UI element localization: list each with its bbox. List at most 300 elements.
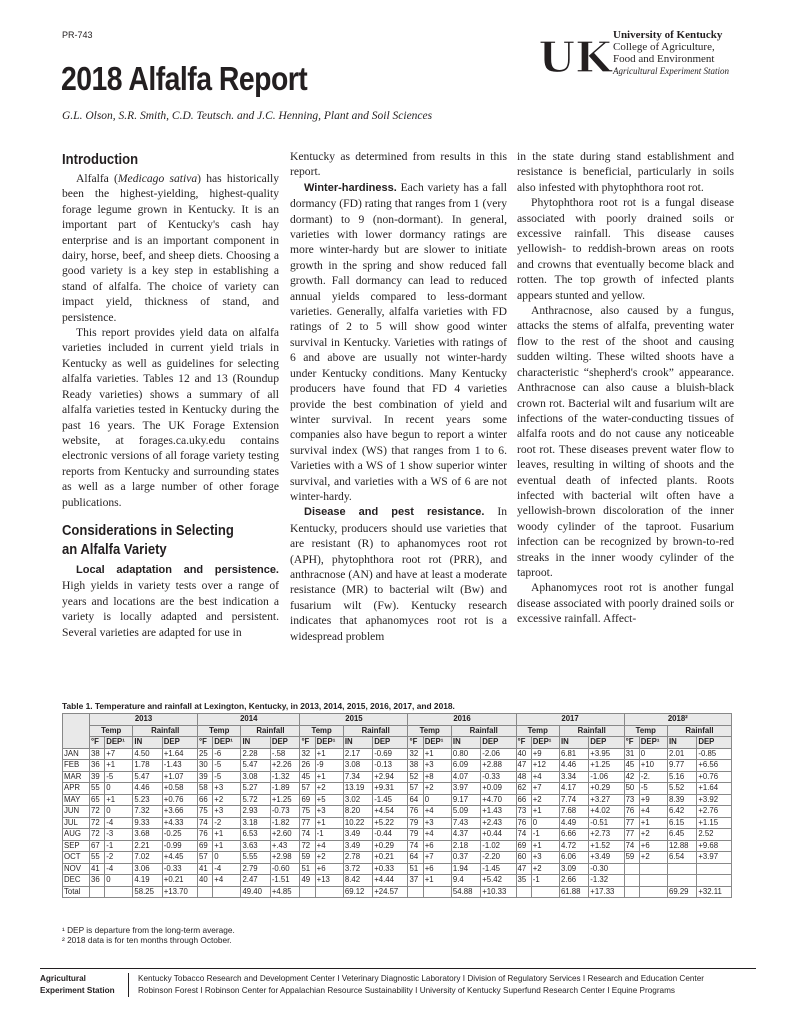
table-row	[63, 863, 732, 875]
footnote-1: ¹ DEP is departure from the long-term average.	[62, 925, 235, 935]
table-cell: 9.33	[133, 817, 162, 829]
table-cell: -5	[105, 771, 133, 783]
table-cell: 49	[300, 875, 315, 887]
table-cell: +4.70	[481, 794, 516, 806]
table-cell: +4	[315, 840, 343, 852]
table-cell: +3	[213, 783, 241, 795]
table-cell: 2.47	[241, 875, 270, 887]
table-cell: +2	[639, 852, 667, 864]
table-cell: 5.16	[668, 771, 697, 783]
table-row	[63, 760, 732, 772]
row-label-cell: MAY	[63, 794, 90, 806]
table-cell: 4.50	[133, 748, 162, 760]
table-cell: +7	[531, 783, 559, 795]
table-cell: 79	[408, 829, 423, 841]
table-cell: 42	[624, 771, 639, 783]
row-label-cell: FEB	[63, 760, 90, 772]
table-cell	[639, 875, 667, 887]
table-cell: -6	[213, 748, 241, 760]
intro-paragraph-1: Alfalfa (Medicago sativa) has historically been the highest-yielding, highest-quality forage legume grown in Kentucky. It is an important part of Kentucky's cash hay enterprise and is an important component in dairy, horse, beef, and sheep diets. Choosing a good variety is a key step in establishing a stand of alfalfa. The choice of variety can impact yield, thickness of stand, and persistence.	[62, 172, 279, 324]
table-cell: +2.26	[270, 760, 300, 772]
table-cell: 67	[90, 840, 105, 852]
table-cell: +6	[639, 840, 667, 852]
group-header: Rainfall	[451, 725, 516, 737]
table-cell	[213, 886, 241, 898]
table-cell: 77	[300, 817, 315, 829]
table-cell: +1	[531, 840, 559, 852]
table-cell: 9.4	[451, 875, 480, 887]
phytophthora-paragraph: Phytophthora root rot is a fungal disease associated with poorly drained soils or excessive rainfall. This disease causes yellowish- to reddish-brown areas on roots and crowns that eventually become black and rotten. The top growth of infected plants appears stunted and yellow.	[517, 196, 734, 302]
group-header: Rainfall	[559, 725, 624, 737]
considerations-heading: Considerations in Selecting an Alfalfa Variety	[62, 522, 234, 558]
table-cell: 49.40	[241, 886, 270, 898]
table-cell: 6.54	[668, 852, 697, 864]
anthracnose-paragraph: Anthracnose, also caused by a fungus, attacks the stems of alfalfa, preventing water flow to the rest of the shoot and causing sudden wilting. These wilted shoots have a characteristic “shepherd's crook” appearance. Anthracnose can also cause a bluish-black crown rot. Bacterial wilt and fusarium wilt are infections of the water-conducting tissues of alfalfa roots and do not cause any noticeable root rot. These diseases prevent water flow to leaves, resulting in wilting of shoots and the eventual death of infected plants. Roots infected with bacterial wilt often have a yellowish-brown discoloration of the inner woody cylinder of the taproot. Fusarium infection can be recognized by brown-to-red streaks in the inner woody cylinder of the taproot.	[517, 304, 734, 579]
table-cell: 74	[408, 840, 423, 852]
table-cell: 74	[624, 840, 639, 852]
table-cell: +0.33	[373, 863, 408, 875]
table-cell: 64	[408, 852, 423, 864]
table-cell: 8.39	[668, 794, 697, 806]
table-cell: 3.97	[451, 783, 480, 795]
table-cell: 13.19	[343, 783, 372, 795]
table-cell: 5.52	[668, 783, 697, 795]
table-row	[63, 806, 732, 818]
table-cell: 66	[198, 794, 213, 806]
table-cell: +2	[531, 794, 559, 806]
table-cell: 1.78	[133, 760, 162, 772]
subheader-row	[63, 737, 732, 749]
table-cell: 31	[624, 748, 639, 760]
subheader-cell: DEP	[589, 737, 624, 749]
table-cell	[408, 886, 423, 898]
table-cell: 5.27	[241, 783, 270, 795]
table-cell: -0.69	[373, 748, 408, 760]
table-cell: +1.64	[697, 783, 732, 795]
table-cell: 73	[516, 806, 531, 818]
table-cell: +0.09	[481, 783, 516, 795]
table-cell: 8.42	[343, 875, 372, 887]
weather-table	[62, 713, 732, 898]
subheader-cell: DEP	[373, 737, 408, 749]
blank-header-cell	[63, 714, 90, 749]
table-cell: 4.07	[451, 771, 480, 783]
table-cell: 2.79	[241, 863, 270, 875]
table-cell: -.58	[270, 748, 300, 760]
table-cell: -0.60	[270, 863, 300, 875]
footnote-2: ² 2018 data is for ten months through October.	[62, 935, 232, 945]
university-name: University of Kentucky	[613, 29, 723, 41]
column-2	[290, 149, 507, 644]
table-cell: +4.54	[373, 806, 408, 818]
table-cell: +7	[423, 852, 451, 864]
table-cell: 0	[105, 783, 133, 795]
table-cell: +6	[423, 840, 451, 852]
table-cell: 1.94	[451, 863, 480, 875]
year-header: 2015	[300, 714, 408, 726]
table-cell: 2.52	[697, 829, 732, 841]
table-cell: 60	[516, 852, 531, 864]
publication-code: PR-743	[62, 30, 93, 40]
table-cell: +1.52	[589, 840, 624, 852]
table-cell: 69.12	[343, 886, 372, 898]
table-cell: -1	[531, 875, 559, 887]
footer-line-2: Robinson Forest I Robinson Center for Appalachian Resource Sustainability I University of Kentucky Superfund Research Center I Equine Programs	[138, 986, 676, 995]
subheader-cell: °F	[198, 737, 213, 749]
group-header: Rainfall	[133, 725, 198, 737]
table-cell: +1	[315, 771, 343, 783]
footer-org: Agricultural Experiment Station	[40, 974, 115, 995]
table-cell: 3.09	[559, 863, 588, 875]
table-row	[63, 771, 732, 783]
table-cell: +1	[531, 806, 559, 818]
table-cell: +3	[423, 760, 451, 772]
table-cell: -1.51	[270, 875, 300, 887]
table-cell: +5	[315, 794, 343, 806]
table-cell: 61.88	[559, 886, 588, 898]
table-cell: 51	[408, 863, 423, 875]
table-cell: 64	[408, 794, 423, 806]
table-cell: -1.82	[270, 817, 300, 829]
table-cell: 4.46	[559, 760, 588, 772]
table-cell: 74	[198, 817, 213, 829]
table-cell: +3.97	[697, 852, 732, 864]
table-cell: -5	[213, 771, 241, 783]
table-cell: +1.64	[162, 748, 197, 760]
table-cell: -0.73	[270, 806, 300, 818]
row-label-cell: NOV	[63, 863, 90, 875]
table-cell: 47	[516, 760, 531, 772]
table-cell: -5	[213, 760, 241, 772]
table-cell: 75	[198, 806, 213, 818]
table-cell: +2.88	[481, 760, 516, 772]
table-cell: 3.08	[343, 760, 372, 772]
table-cell	[423, 886, 451, 898]
table-cell: -1.02	[481, 840, 516, 852]
table-cell: 36	[90, 875, 105, 887]
table-cell: +3.66	[162, 806, 197, 818]
table-cell: +1.25	[589, 760, 624, 772]
table-cell: -2.20	[481, 852, 516, 864]
table-row	[63, 875, 732, 887]
table-cell: 4.46	[133, 783, 162, 795]
table-cell: +0.44	[481, 829, 516, 841]
table-cell: 32	[300, 748, 315, 760]
table-cell: +9	[639, 794, 667, 806]
table-cell: +13.70	[162, 886, 197, 898]
table-cell: +0.29	[373, 840, 408, 852]
table-cell: 26	[300, 760, 315, 772]
local-adaptation-paragraph: Local adaptation and persistence. High yields in variety tests over a range of years and locations are the best indication a variety is locally adapted and persistent. Several varieties are adapted for use in	[62, 563, 279, 639]
table-cell: +9.68	[697, 840, 732, 852]
table-cell: +1	[315, 748, 343, 760]
table-cell: -0.85	[697, 748, 732, 760]
table-cell: -4	[105, 863, 133, 875]
table-cell: 8.20	[343, 806, 372, 818]
group-header: Rainfall	[668, 725, 732, 737]
table-cell	[697, 863, 732, 875]
table-cell: +3	[423, 817, 451, 829]
table-cell: 5.72	[241, 794, 270, 806]
table-cell: +2	[423, 783, 451, 795]
table-cell: -1	[315, 829, 343, 841]
subheader-cell: DEP	[697, 737, 732, 749]
table-cell: +.43	[270, 840, 300, 852]
column-1	[62, 149, 279, 640]
table-cell: -4	[213, 863, 241, 875]
table-cell: +24.57	[373, 886, 408, 898]
footer-line-1: Kentucky Tobacco Research and Development Center I Veterinary Diagnostic Laboratory I Division of Regulatory Services I Research and Education Center	[138, 974, 704, 983]
table-cell: 58.25	[133, 886, 162, 898]
group-header: Temp	[90, 725, 133, 737]
subheader-cell: DEP	[270, 737, 300, 749]
table-cell: 6.09	[451, 760, 480, 772]
subheader-cell: DEP¹	[423, 737, 451, 749]
table-cell: +2.76	[697, 806, 732, 818]
table-cell	[668, 875, 697, 887]
weather-table-header	[63, 714, 732, 749]
table-cell: 2.78	[343, 852, 372, 864]
table-cell: +4.02	[589, 806, 624, 818]
table-cell: 45	[300, 771, 315, 783]
table-cell: 39	[198, 771, 213, 783]
table-cell: +2.60	[270, 829, 300, 841]
table-cell: 4.37	[451, 829, 480, 841]
table-cell: 6.81	[559, 748, 588, 760]
group-header: Temp	[516, 725, 559, 737]
table-cell: 37	[408, 875, 423, 887]
table-cell: 2.21	[133, 840, 162, 852]
table-cell	[639, 863, 667, 875]
table-cell: 72	[90, 829, 105, 841]
station-name: Agricultural Experiment Station	[613, 66, 729, 76]
table-cell: 5.47	[133, 771, 162, 783]
table-cell: -1.45	[373, 794, 408, 806]
disease-resistance-paragraph: Disease and pest resistance. In Kentucky, producers should use varieties that are resistant (R) to aphanomyces root rot (APH), phytophthora root rot (PRR), and anthracnose (AN) and have at least a moderate resistance (MR) to bacterial wilt (Bw) and fusarium wilt (Fw). Kentucky research indicates that aphanomyces root rot is a widespread problem	[290, 505, 507, 643]
row-label-cell: MAR	[63, 771, 90, 783]
col3-paragraph-1: in the state during stand establishment and resistance is beneficial, particularly in soils also infested with phytophthora root rot.	[517, 150, 734, 194]
table-cell: 30	[198, 760, 213, 772]
table-cell: -2	[105, 852, 133, 864]
table-cell: -1	[531, 829, 559, 841]
table-cell: -1.45	[481, 863, 516, 875]
table-cell: +1	[423, 875, 451, 887]
table-cell: +4	[639, 806, 667, 818]
table-cell: +2.43	[481, 817, 516, 829]
table-cell: -4	[105, 817, 133, 829]
table-cell: -1.89	[270, 783, 300, 795]
table-cell: +3.92	[697, 794, 732, 806]
table-cell: 2.17	[343, 748, 372, 760]
subheader-cell: IN	[559, 737, 588, 749]
table-cell: 45	[624, 760, 639, 772]
table-cell: 6.42	[668, 806, 697, 818]
table-cell: +10	[639, 760, 667, 772]
subheader-cell: DEP	[481, 737, 516, 749]
table-cell: 4.17	[559, 783, 588, 795]
table-cell	[198, 886, 213, 898]
table-cell: 74	[300, 829, 315, 841]
group-header: Temp	[300, 725, 343, 737]
table-cell: 62	[516, 783, 531, 795]
table-cell: -0.33	[162, 863, 197, 875]
table-cell: 6.06	[559, 852, 588, 864]
report-title: 2018 Alfalfa Report	[61, 60, 308, 97]
table-cell: 7.32	[133, 806, 162, 818]
table-cell: +2.73	[589, 829, 624, 841]
table-row	[63, 829, 732, 841]
group-header: Temp	[198, 725, 241, 737]
table-cell: 38	[408, 760, 423, 772]
table-cell: 72	[90, 806, 105, 818]
table-cell: +2	[315, 852, 343, 864]
table-cell: +1	[105, 760, 133, 772]
table-cell: 6.66	[559, 829, 588, 841]
table-cell: 69	[300, 794, 315, 806]
subheader-cell: DEP¹	[531, 737, 559, 749]
table-cell: 35	[516, 875, 531, 887]
table-cell: +0.76	[697, 771, 732, 783]
table-cell: -1.32	[270, 771, 300, 783]
table-cell: 75	[300, 806, 315, 818]
subheader-cell: IN	[133, 737, 162, 749]
table-cell: 69	[516, 840, 531, 852]
table-cell: +3.27	[589, 794, 624, 806]
table-cell	[697, 875, 732, 887]
table-cell: -0.33	[481, 771, 516, 783]
table-cell: 0	[105, 875, 133, 887]
row-label-cell: APR	[63, 783, 90, 795]
subheader-cell: DEP¹	[315, 737, 343, 749]
table-cell: +13	[315, 875, 343, 887]
row-label-cell: SEP	[63, 840, 90, 852]
table-footnotes	[62, 925, 235, 945]
table-cell: 5.09	[451, 806, 480, 818]
table-cell: 7.43	[451, 817, 480, 829]
table-row	[63, 794, 732, 806]
table-cell: 52	[408, 771, 423, 783]
table-cell: 72	[300, 840, 315, 852]
table-cell: -0.13	[373, 760, 408, 772]
year-header: 2018²	[624, 714, 731, 726]
column-3	[517, 149, 734, 627]
table-cell: +1.25	[270, 794, 300, 806]
table-cell: 51	[300, 863, 315, 875]
table-cell: +6	[315, 863, 343, 875]
row-label-cell: JUL	[63, 817, 90, 829]
table-cell: +4.44	[373, 875, 408, 887]
table-cell: -1.06	[589, 771, 624, 783]
year-header-row	[63, 714, 732, 726]
table-cell: -0.44	[373, 829, 408, 841]
table-cell: +0.21	[373, 852, 408, 864]
table-row	[63, 748, 732, 760]
subheader-cell: °F	[90, 737, 105, 749]
table-cell: 79	[408, 817, 423, 829]
table-cell	[624, 863, 639, 875]
table-cell: +12	[531, 760, 559, 772]
table-cell: 57	[198, 852, 213, 864]
table-cell: +1.07	[162, 771, 197, 783]
table-cell: -2.06	[481, 748, 516, 760]
group-header-row	[63, 725, 732, 737]
table-cell	[315, 886, 343, 898]
table-cell: 58	[198, 783, 213, 795]
table-cell: +4	[531, 771, 559, 783]
table-cell: 5.55	[241, 852, 270, 864]
year-header: 2013	[90, 714, 198, 726]
table-cell: 4.49	[559, 817, 588, 829]
subheader-cell: IN	[668, 737, 697, 749]
table-cell: +2	[639, 829, 667, 841]
subheader-cell: °F	[300, 737, 315, 749]
table-cell: +2.98	[270, 852, 300, 864]
table-cell	[516, 886, 531, 898]
table-cell: 2.01	[668, 748, 697, 760]
table-cell: 3.34	[559, 771, 588, 783]
footer-units	[138, 973, 758, 997]
table-cell	[531, 886, 559, 898]
table-cell: 6.53	[241, 829, 270, 841]
table-cell: 66	[516, 794, 531, 806]
subheader-cell: DEP	[162, 737, 197, 749]
row-label-cell: AUG	[63, 829, 90, 841]
winter-hardiness-paragraph: Winter-hardiness. Each variety has a fall dormancy (FD) rating that ranges from 1 (very dormant) to 9 (non-dormant). In general, varieties with lower dormancy ratings are more winter-hardy but are slower to initiate growth in the spring and show reduced fall growth. Fall dormancy can lead to reduced annual yields compared to less-dormant varieties. Generally, alfalfa varieties with FD ratings of 2 to 5 will show good winter survival in Kentucky. Varieties with ratings of 6 and above are usually not winter-hardy under Kentucky conditions. Many Kentucky producers have found that FD 4 varieties provide the best combination of yield and winter survival. In recent years some companies also have begun to report a winter survival index (WS) that ranges from 1 to 6. Varieties with a WS of 1 show superior winter survival, and varieties with a WS of 6 are not winter-hardy.	[290, 180, 507, 503]
table-cell: +3	[531, 852, 559, 864]
table-cell: 7.68	[559, 806, 588, 818]
table-cell: +3	[213, 806, 241, 818]
table-cell: -1.43	[162, 760, 197, 772]
table-cell: 2.28	[241, 748, 270, 760]
table-cell: 4.19	[133, 875, 162, 887]
table-cell: +2.94	[373, 771, 408, 783]
table-cell: -2.	[639, 771, 667, 783]
college-name-2: Food and Environment	[613, 53, 715, 65]
group-header: Rainfall	[343, 725, 408, 737]
table-cell: 5.47	[241, 760, 270, 772]
table-cell: 59	[624, 852, 639, 864]
table-cell: 7.02	[133, 852, 162, 864]
table-cell: 76	[408, 806, 423, 818]
subheader-cell: IN	[241, 737, 270, 749]
table-cell: 32	[408, 748, 423, 760]
table-cell: 7.74	[559, 794, 588, 806]
table-cell: +9	[531, 748, 559, 760]
table-cell: 4.72	[559, 840, 588, 852]
table-row	[63, 817, 732, 829]
table-cell: 3.49	[343, 840, 372, 852]
table-cell: 55	[90, 783, 105, 795]
table-cell: 3.68	[133, 829, 162, 841]
table-cell: 48	[516, 771, 531, 783]
table-cell: 57	[408, 783, 423, 795]
table-cell: 47	[516, 863, 531, 875]
table-cell: 65	[90, 794, 105, 806]
subheader-cell: DEP¹	[639, 737, 667, 749]
table-cell: +3.95	[589, 748, 624, 760]
row-label-cell: Total	[63, 886, 90, 898]
table-cell: +32.11	[697, 886, 732, 898]
uk-logo-mark: UK	[538, 33, 612, 82]
page-footer	[40, 968, 756, 995]
subheader-cell: °F	[516, 737, 531, 749]
subheader-cell: IN	[343, 737, 372, 749]
table-cell: 3.08	[241, 771, 270, 783]
table-cell: 0	[531, 817, 559, 829]
table-cell: 2.66	[559, 875, 588, 887]
table-cell: 7.34	[343, 771, 372, 783]
year-header: 2017	[516, 714, 624, 726]
